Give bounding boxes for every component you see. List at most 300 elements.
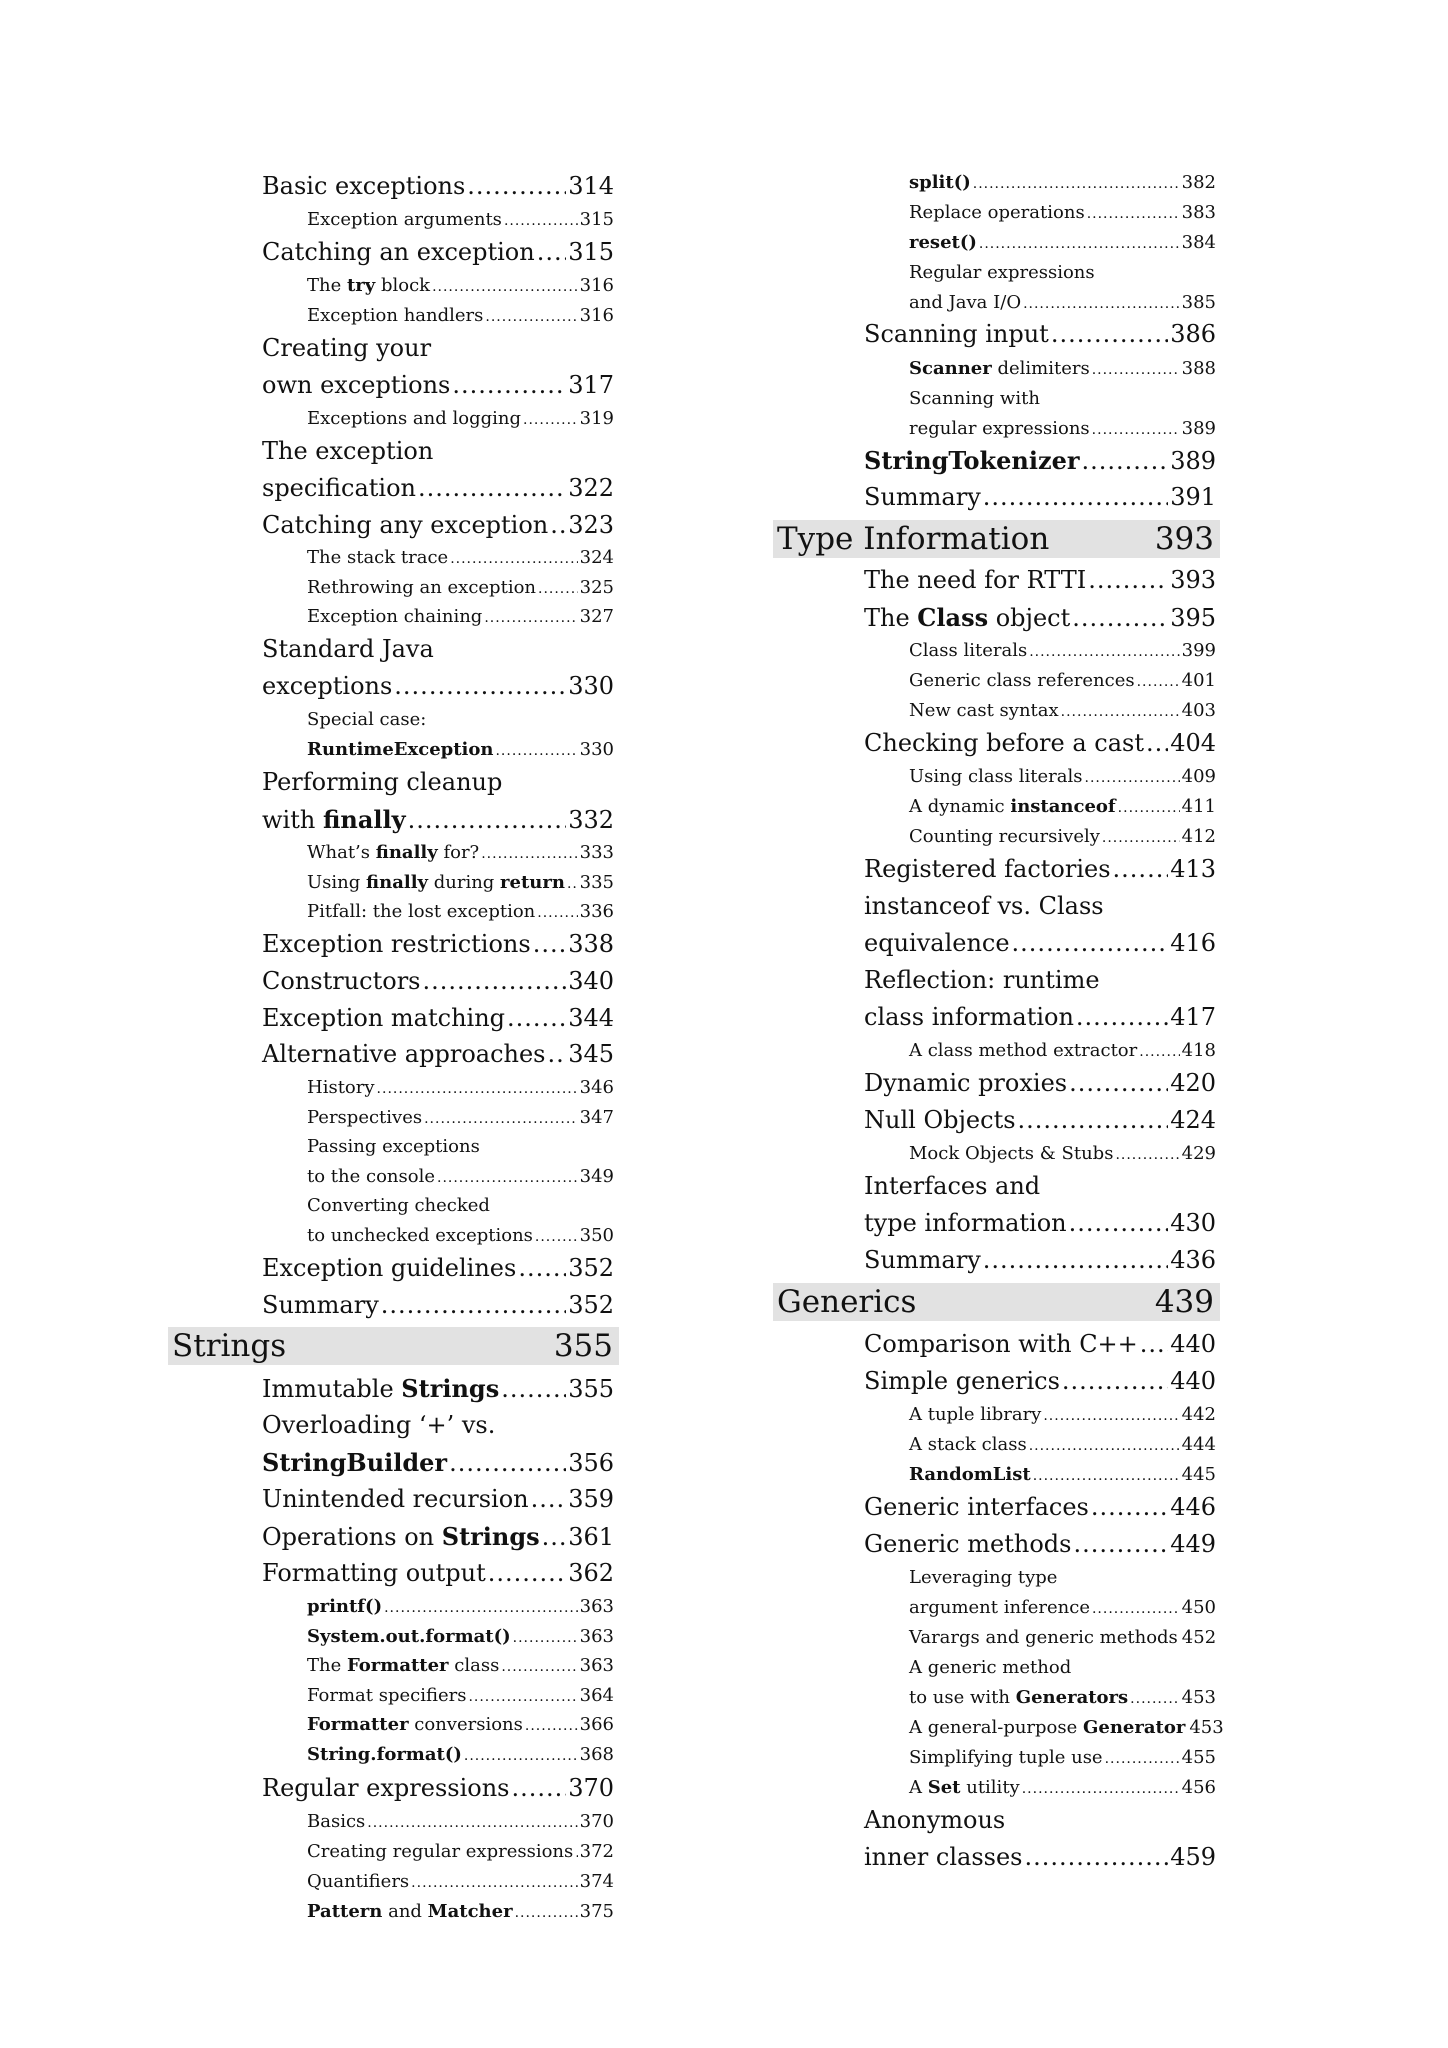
toc-entry-converting-line1[interactable]: Converting checked	[307, 1195, 490, 1216]
chapter-heading-generics[interactable]	[773, 1283, 1220, 1321]
leader-dots	[488, 1559, 566, 1587]
page-number: 368	[579, 1744, 614, 1765]
leader-dots	[1029, 644, 1179, 660]
toc-entry-immutable-strings[interactable]	[262, 1374, 614, 1403]
leader-dots	[422, 967, 566, 995]
chapter-heading-strings[interactable]	[168, 1327, 619, 1365]
toc-entry-quantifiers[interactable]	[307, 1871, 614, 1892]
leader-dots	[468, 1689, 577, 1705]
entry-title: Pattern and Matcher	[307, 1901, 513, 1922]
toc-entry-mock-objects[interactable]	[909, 1143, 1216, 1164]
leader-dots	[1105, 1751, 1180, 1767]
entry-title: The try block	[307, 275, 431, 296]
entry-title: Regular expressions	[262, 1774, 510, 1802]
entry-title: System.out.format()	[307, 1626, 511, 1647]
toc-entry-formatter-class[interactable]	[307, 1655, 614, 1676]
leader-dots	[452, 371, 566, 399]
leader-dots	[377, 1081, 578, 1097]
toc-entry-stringbuilder[interactable]	[262, 1448, 614, 1477]
toc-entry-general-purpose-generator[interactable]	[909, 1717, 1224, 1738]
leader-dots	[1024, 1843, 1168, 1871]
leader-dots	[1051, 320, 1168, 348]
toc-entry-class-method-extractor[interactable]	[909, 1040, 1216, 1061]
chapter-page: 355	[553, 1328, 613, 1364]
toc-entry-generic-methods[interactable]	[864, 1530, 1216, 1558]
toc-entry-dynamic-instanceof[interactable]	[909, 796, 1216, 817]
toc-entry-checking-before-cast[interactable]	[864, 729, 1216, 757]
toc-entry-summary-391[interactable]	[864, 483, 1216, 511]
leader-dots	[484, 610, 577, 626]
toc-entry-simplifying-tuple[interactable]	[909, 1747, 1216, 1768]
toc-entry-counting-recursively[interactable]	[909, 826, 1216, 847]
toc-entry-summary-436[interactable]	[864, 1246, 1216, 1274]
toc-entry-whats-finally-for[interactable]	[307, 842, 614, 863]
leader-dots	[537, 905, 577, 921]
toc-entry-exception-arguments[interactable]	[307, 209, 614, 230]
toc-entry-formatting-output[interactable]	[262, 1559, 614, 1587]
page-number: 409	[1181, 766, 1216, 787]
toc-entry-basics[interactable]	[307, 1811, 614, 1832]
entry-title: Mock Objects & Stubs	[909, 1143, 1114, 1164]
page-number: 347	[579, 1107, 614, 1128]
toc-entry-stringtokenizer[interactable]	[864, 446, 1216, 475]
leader-dots	[1092, 422, 1180, 438]
toc-entry-special-case-line1[interactable]: Special case:	[307, 709, 427, 730]
page-number: 344	[568, 1004, 614, 1032]
page-number: 363	[579, 1626, 614, 1647]
entry-title: The Formatter class	[307, 1655, 500, 1676]
entry-title: exceptions	[262, 672, 393, 700]
toc-entry-to-the-console[interactable]	[307, 1166, 614, 1187]
chapter-page: 393	[1154, 521, 1214, 557]
page-number: 335	[579, 872, 614, 893]
page-number: 330	[568, 672, 614, 700]
page-number: 317	[568, 371, 614, 399]
toc-entry-pitfall[interactable]	[307, 901, 614, 922]
entry-title: Exception arguments	[307, 209, 502, 230]
leader-dots	[567, 876, 578, 892]
page-number: 323	[568, 511, 614, 539]
toc-entry-exception-handlers[interactable]	[307, 305, 614, 326]
toc-entry-interfaces-line1[interactable]: Interfaces and	[864, 1172, 1041, 1200]
entry-title: Pitfall: the lost exception	[307, 901, 536, 922]
toc-entry-anonymous-line1[interactable]: Anonymous	[864, 1806, 1006, 1834]
leader-dots	[384, 1600, 578, 1616]
toc-entry-operations-on-strings[interactable]	[262, 1522, 614, 1551]
toc-entry-pattern-and-matcher[interactable]	[307, 1901, 614, 1922]
entry-title: StringBuilder	[262, 1448, 448, 1477]
page-number: 370	[579, 1811, 614, 1832]
page-number: 327	[579, 606, 614, 627]
entry-title: Operations on Strings	[262, 1522, 540, 1551]
entry-title: The need for RTTI	[864, 566, 1087, 594]
leader-dots	[450, 551, 577, 567]
entry-title: type information	[864, 1209, 1067, 1237]
leader-dots	[1018, 1106, 1169, 1134]
leader-dots	[1091, 1493, 1168, 1521]
page-number: 403	[1181, 700, 1216, 721]
entry-title: and Java I/O	[909, 292, 1022, 313]
entry-title: Constructors	[262, 967, 421, 995]
page-number: 322	[568, 474, 614, 502]
toc-entry-generic-method-line1[interactable]: A generic method	[909, 1657, 1072, 1678]
toc-entry-generic-interfaces[interactable]	[864, 1493, 1216, 1521]
toc-entry-system-out-format[interactable]	[307, 1626, 614, 1647]
page-number: 316	[579, 305, 614, 326]
page-number: 453	[1181, 1687, 1216, 1708]
toc-entry-set-utility[interactable]	[909, 1777, 1216, 1798]
toc-entry-class-literals[interactable]	[909, 640, 1216, 661]
leader-dots	[1082, 447, 1169, 475]
page-number: 386	[1170, 320, 1216, 348]
leader-dots	[467, 172, 566, 200]
leader-dots	[507, 1004, 566, 1032]
entry-title: RuntimeException	[307, 739, 494, 760]
toc-entry-catching-an-exception[interactable]	[262, 238, 614, 266]
entry-title: Counting recursively	[909, 826, 1100, 847]
leader-dots	[1072, 604, 1168, 632]
chapter-title: Generics	[777, 1284, 917, 1320]
toc-entry-with-finally[interactable]	[262, 805, 614, 834]
page-number: 356	[568, 1449, 614, 1477]
leader-dots	[1023, 296, 1180, 312]
page-number: 452	[1181, 1627, 1217, 1648]
entry-title: A general-purpose Generator	[909, 1717, 1186, 1738]
entry-title: Perspectives	[307, 1107, 423, 1128]
entry-title: Dynamic proxies	[864, 1069, 1068, 1097]
toc-entry-generic-class-references[interactable]	[909, 670, 1216, 691]
toc-entry-creating-regex[interactable]	[307, 1841, 614, 1862]
entry-title: StringTokenizer	[864, 446, 1080, 475]
leader-dots	[485, 309, 577, 325]
leader-dots	[512, 1774, 567, 1802]
entry-title: Exceptions and logging	[307, 408, 522, 429]
toc-entry-null-objects[interactable]	[864, 1106, 1216, 1134]
entry-title: printf()	[307, 1596, 383, 1617]
toc-entry-creating-own-line1[interactable]: Creating your	[262, 334, 432, 362]
leader-dots	[481, 846, 577, 862]
entry-title: Exception guidelines	[262, 1254, 517, 1282]
page-number: 393	[1170, 566, 1216, 594]
toc-entry-using-class-literals[interactable]	[909, 766, 1216, 787]
toc-entry-reflection-line1[interactable]: Reflection: runtime	[864, 966, 1100, 994]
page-number: 330	[579, 739, 614, 760]
page-number: 375	[579, 1901, 614, 1922]
entry-title: The Class object	[864, 603, 1071, 632]
entry-title: Scanner delimiters	[909, 358, 1090, 379]
entry-title: to unchecked exceptions	[307, 1225, 533, 1246]
toc-entry-class-information[interactable]	[864, 1003, 1216, 1031]
page-number: 382	[1181, 172, 1216, 193]
entry-title: New cast syntax	[909, 700, 1059, 721]
leader-dots	[531, 1485, 567, 1513]
entry-title: Unintended recursion	[262, 1485, 529, 1513]
toc-entry-cleanup-line1[interactable]: Performing cleanup	[262, 768, 503, 796]
toc-entry-catching-any-exception[interactable]	[262, 511, 614, 539]
toc-entry-format-specifiers[interactable]	[307, 1685, 614, 1706]
entry-title: Summary	[864, 1246, 981, 1274]
toc-entry-regex-io-line1[interactable]: Regular expressions	[909, 262, 1095, 283]
leader-dots	[1139, 1044, 1179, 1060]
leader-dots	[533, 930, 567, 958]
toc-entry-stack-trace[interactable]	[307, 547, 614, 568]
entry-title: A class method extractor	[909, 1040, 1138, 1061]
page-number: 385	[1181, 292, 1216, 313]
toc-entry-simple-generics[interactable]	[864, 1367, 1216, 1395]
toc-entry-passing-line1[interactable]: Passing exceptions	[307, 1136, 480, 1157]
page-number: 399	[1181, 640, 1216, 661]
leader-dots	[1130, 1691, 1179, 1707]
toc-entry-string-format[interactable]	[307, 1744, 614, 1765]
leader-dots	[408, 806, 567, 834]
leader-dots	[1069, 1209, 1169, 1237]
entry-title: regular expressions	[909, 418, 1090, 439]
entry-title: Alternative approaches	[262, 1040, 546, 1068]
entry-title: Comparison with C++	[864, 1330, 1138, 1358]
page-number: 338	[568, 930, 614, 958]
page-number: 364	[579, 1685, 614, 1706]
toc-entry-using-finally[interactable]	[307, 872, 614, 893]
leader-dots	[394, 672, 566, 700]
page-number: 370	[568, 1774, 614, 1802]
toc-entry-history[interactable]	[307, 1077, 614, 1098]
leader-dots	[1087, 206, 1180, 222]
leader-dots	[550, 511, 566, 539]
leader-dots	[1115, 1147, 1179, 1163]
page-number: 391	[1170, 483, 1216, 511]
toc-entry-exception-specification[interactable]	[262, 474, 614, 502]
page-number: 444	[1181, 1434, 1216, 1455]
toc-entry-reset[interactable]	[909, 232, 1216, 253]
entry-title: Exception matching	[262, 1004, 506, 1032]
toc-entry-standard-java-line1[interactable]: Standard Java	[262, 635, 434, 663]
leader-dots	[504, 213, 578, 229]
toc-entry-varargs[interactable]	[909, 1627, 1216, 1648]
toc-entry-inner-classes[interactable]	[864, 1843, 1216, 1871]
page-number: 436	[1170, 1246, 1216, 1274]
page-number: 316	[579, 275, 614, 296]
leader-dots	[437, 1170, 578, 1186]
toc-entry-java-io[interactable]	[909, 292, 1216, 313]
toc-entry-dynamic-proxies[interactable]	[864, 1069, 1216, 1097]
entry-title: Creating regular expressions	[307, 1841, 574, 1862]
page-number: 350	[579, 1225, 614, 1246]
toc-entry-scanning-input[interactable]	[864, 320, 1216, 348]
entry-title: Using class literals	[909, 766, 1083, 787]
page-number: 411	[1181, 796, 1216, 817]
entry-title: Summary	[262, 1291, 379, 1319]
chapter-title: Strings	[172, 1328, 287, 1364]
leader-dots	[1092, 362, 1180, 378]
toc-entry-constructors[interactable]	[262, 967, 614, 995]
page-number: 455	[1181, 1747, 1216, 1768]
entry-title: Exception restrictions	[262, 930, 531, 958]
toc-entry-registered-factories[interactable]	[864, 855, 1216, 883]
leader-dots	[1069, 1069, 1168, 1097]
page-number: 359	[568, 1485, 614, 1513]
leader-dots	[523, 412, 578, 428]
chapter-title: Type Information	[777, 521, 1050, 557]
toc-entry-overloading-line1[interactable]: Overloading ‘+’ vs.	[262, 1411, 496, 1439]
page-number: 315	[568, 238, 614, 266]
page-number: 388	[1181, 358, 1216, 379]
toc-entry-type-information[interactable]	[864, 1209, 1216, 1237]
page-number: 440	[1170, 1367, 1216, 1395]
entry-title: reset()	[909, 232, 977, 253]
entry-title: split()	[909, 172, 971, 193]
toc-entry-scanning-with-line1[interactable]: Scanning with	[909, 388, 1040, 409]
page-number: 340	[568, 967, 614, 995]
entry-title: Generic methods	[864, 1530, 1072, 1558]
page-number: 346	[579, 1077, 614, 1098]
chapter-heading-type-information[interactable]	[773, 520, 1220, 558]
page-number: 363	[579, 1655, 614, 1676]
leader-dots	[495, 743, 577, 759]
entry-title: String.format()	[307, 1744, 462, 1765]
toc-entry-exceptions-and-logging[interactable]	[307, 408, 614, 429]
toc-entry-equivalence[interactable]	[864, 929, 1216, 957]
entry-title: Exception handlers	[307, 305, 484, 326]
toc-entry-stack-class[interactable]	[909, 1434, 1216, 1455]
toc-entry-use-with-generators[interactable]	[909, 1687, 1216, 1708]
page-number: 383	[1181, 202, 1216, 223]
toc-entry-creating-own-exceptions[interactable]	[262, 371, 614, 399]
leader-dots	[1061, 704, 1180, 720]
page-number: 453	[1189, 1717, 1224, 1738]
leader-dots	[1102, 830, 1180, 846]
entry-title: Simplifying tuple use	[909, 1747, 1103, 1768]
entry-title: Quantifiers	[307, 1871, 410, 1892]
page-number: 456	[1181, 1777, 1216, 1798]
toc-entry-split[interactable]	[909, 172, 1216, 193]
toc-entry-comparison-cpp[interactable]	[864, 1330, 1216, 1358]
toc-entry-instanceof-line1[interactable]: instanceof vs. Class	[864, 892, 1104, 920]
entry-title: specification	[262, 474, 416, 502]
entry-title: class information	[864, 1003, 1074, 1031]
toc-entry-basic-exceptions[interactable]	[262, 172, 614, 200]
page-number: 395	[1170, 604, 1216, 632]
page-number: 430	[1170, 1209, 1216, 1237]
leader-dots	[1062, 1367, 1168, 1395]
leader-dots	[542, 1523, 567, 1551]
toc-entry-exception-chaining[interactable]	[307, 606, 614, 627]
toc-entry-runtime-exception[interactable]	[307, 739, 614, 760]
entry-title: RandomList	[909, 1464, 1031, 1485]
toc-entry-rethrowing[interactable]	[307, 577, 614, 598]
page-number: 449	[1170, 1530, 1216, 1558]
page-number: 412	[1181, 826, 1216, 847]
toc-entry-scanning-regex[interactable]	[909, 418, 1216, 439]
leader-dots	[983, 483, 1168, 511]
leader-dots	[432, 279, 578, 295]
page-number: 352	[568, 1254, 614, 1282]
toc-entry-printf[interactable]	[307, 1596, 614, 1617]
leader-dots	[1146, 729, 1168, 757]
entry-title: A stack class	[909, 1434, 1027, 1455]
toc-entry-perspectives[interactable]	[307, 1107, 614, 1128]
entry-title: to the console	[307, 1166, 435, 1187]
entry-title: Class literals	[909, 640, 1028, 661]
entry-title: Checking before a cast	[864, 729, 1144, 757]
leader-dots	[367, 1815, 577, 1831]
leader-dots	[1022, 1781, 1180, 1797]
leader-dots	[1092, 1601, 1180, 1617]
entry-title: History	[307, 1077, 375, 1098]
page-number: 442	[1181, 1404, 1216, 1425]
toc-entry-tuple-library[interactable]	[909, 1404, 1216, 1425]
entry-title: Generic class references	[909, 670, 1135, 691]
toc-entry-exception-spec-line1[interactable]: The exception	[262, 437, 434, 465]
entry-title: Formatter conversions	[307, 1714, 523, 1735]
page-number: 440	[1170, 1330, 1216, 1358]
toc-entry-summary[interactable]	[262, 1291, 614, 1319]
page-number: 325	[579, 577, 614, 598]
toc-entry-randomlist[interactable]	[909, 1464, 1216, 1485]
entry-title: inner classes	[864, 1843, 1023, 1871]
toc-entry-exception-restrictions[interactable]	[262, 930, 614, 958]
toc-entry-class-object[interactable]	[864, 603, 1216, 632]
page-number: 446	[1170, 1493, 1216, 1521]
toc-entry-argument-inference[interactable]	[909, 1597, 1216, 1618]
entry-title: Simple generics	[864, 1367, 1060, 1395]
toc-entry-alternative-approaches[interactable]	[262, 1040, 614, 1068]
toc-entry-scanner-delimiters[interactable]	[909, 358, 1216, 379]
entry-title: Exception chaining	[307, 606, 483, 627]
page-number: 355	[568, 1375, 614, 1403]
entry-title: argument inference	[909, 1597, 1090, 1618]
entry-title: Immutable Strings	[262, 1374, 500, 1403]
leader-dots	[983, 1246, 1168, 1274]
entry-title: Summary	[864, 483, 981, 511]
toc-entry-exception-guidelines[interactable]	[262, 1254, 614, 1282]
toc-entry-to-unchecked[interactable]	[307, 1225, 614, 1246]
leader-dots	[537, 238, 566, 266]
toc-entry-new-cast-syntax[interactable]	[909, 700, 1216, 721]
leader-dots	[979, 236, 1180, 252]
toc-entry-standard-java-exceptions[interactable]	[262, 672, 614, 700]
page-number: 366	[579, 1714, 614, 1735]
leader-dots	[518, 1254, 566, 1282]
leader-dots	[411, 1875, 577, 1891]
entry-title: A tuple library	[909, 1404, 1042, 1425]
page-number: 389	[1170, 447, 1216, 475]
leader-dots	[538, 581, 578, 597]
entry-title: Varargs and generic methods	[909, 1627, 1178, 1648]
leader-dots	[1137, 674, 1180, 690]
leader-dots	[424, 1111, 578, 1127]
leader-dots	[1085, 770, 1180, 786]
entry-title: Formatting output	[262, 1559, 486, 1587]
toc-entry-regular-expressions[interactable]	[262, 1774, 614, 1802]
entry-title: Basic exceptions	[262, 172, 466, 200]
page-number: 416	[1170, 929, 1216, 957]
page-number: 372	[579, 1841, 614, 1862]
toc-entry-replace-operations[interactable]	[909, 202, 1216, 223]
page-number: 413	[1170, 855, 1216, 883]
entry-title: Registered factories	[864, 855, 1111, 883]
toc-entry-leveraging-line1[interactable]: Leveraging type	[909, 1567, 1058, 1588]
toc-entry-formatter-conversions[interactable]	[307, 1714, 614, 1735]
toc-entry-need-for-rtti[interactable]	[864, 566, 1216, 594]
entry-title: equivalence	[864, 929, 1010, 957]
leader-dots	[1073, 1530, 1168, 1558]
toc-entry-unintended-recursion[interactable]	[262, 1485, 614, 1513]
entry-title: Scanning input	[864, 320, 1049, 348]
page-number: 389	[1181, 418, 1216, 439]
entry-title: to use with Generators	[909, 1687, 1129, 1708]
toc-entry-exception-matching[interactable]	[262, 1004, 614, 1032]
toc-entry-try-block[interactable]	[307, 275, 614, 296]
